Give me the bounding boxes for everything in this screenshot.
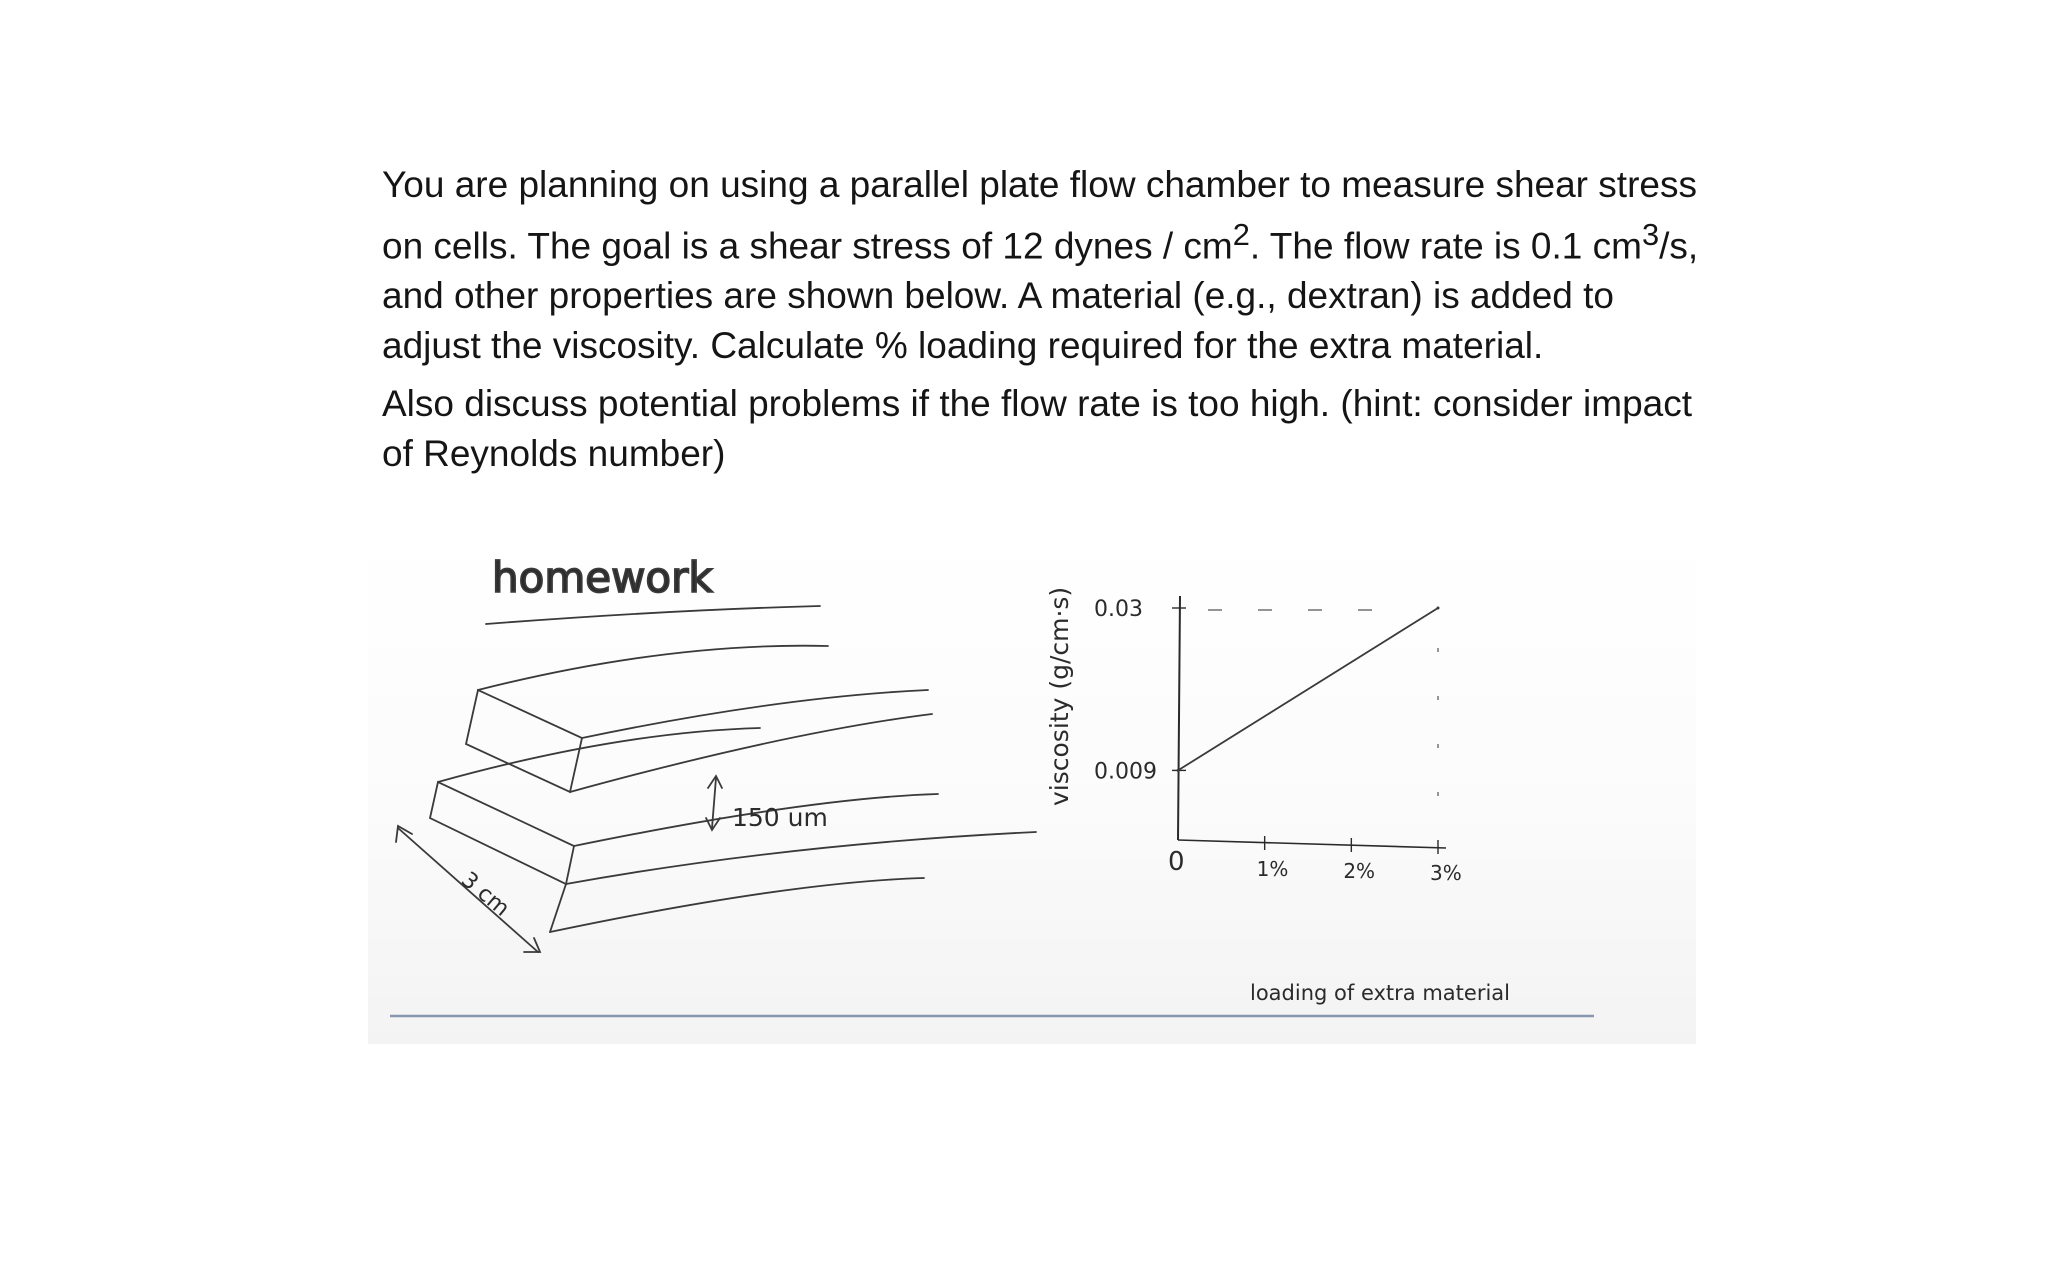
viscosity-chart [1045, 587, 1510, 1005]
width-arrow-end [524, 938, 540, 952]
x-axis-label: loading of extra material [1250, 981, 1510, 1005]
problem-text-2: . The flow rate is 0.1 cm [1249, 225, 1642, 267]
top-plate-back-edge [478, 646, 828, 690]
x-tick-label: 0 [1168, 847, 1185, 877]
data-point [1437, 607, 1440, 610]
sketch-title: homework [492, 553, 713, 602]
x-axis [1178, 840, 1446, 848]
gap-label: 150 um [732, 803, 828, 832]
y-tick-label: 0.009 [1094, 759, 1157, 785]
figure-svg [368, 532, 1696, 1044]
problem-text-1: You are planning on using a parallel plate flow chamber to measure shear stress on cells. The goal is a shear stress of 12 dynes / cm [382, 164, 1697, 267]
hand-drawn-figure [368, 532, 1696, 1044]
bottom-plate-end-face [430, 782, 574, 884]
x-tick-label: 1% [1256, 857, 1289, 881]
flow-line-top [486, 606, 820, 624]
x-tick-label: 3% [1430, 861, 1462, 885]
superscript-2: 2 [1232, 217, 1250, 252]
top-plate-bottom-edge [570, 714, 932, 792]
problem-paragraph-2: Also discuss potential problems if the flow rate is too high. (hint: consider impact of Reynolds number) [382, 383, 1693, 475]
problem-text-3: /s, and other properties are shown below. A material (e.g., dextran) is added to adjust the viscosity. Calculate % loading required for the extra material. [382, 225, 1699, 367]
x-tick-label: 2% [1343, 859, 1376, 883]
y-axis [1178, 596, 1180, 840]
flow-line-bottom [550, 878, 924, 932]
series-line [1178, 608, 1438, 770]
y-axis-label: viscosity (g/cm·s) [1045, 586, 1074, 806]
top-plate-end-face [466, 690, 582, 792]
plate-depth-line [550, 884, 566, 932]
bottom-plate-bottom-edge [566, 832, 1036, 884]
data-point [1177, 769, 1180, 772]
top-plate-top-edge [582, 690, 928, 738]
superscript-3: 3 [1641, 217, 1660, 252]
width-label: 3 cm [456, 867, 514, 922]
problem-paragraph-1 [382, 160, 1712, 371]
y-tick-label: 0.03 [1094, 597, 1143, 622]
problem-statement [382, 160, 1712, 479]
